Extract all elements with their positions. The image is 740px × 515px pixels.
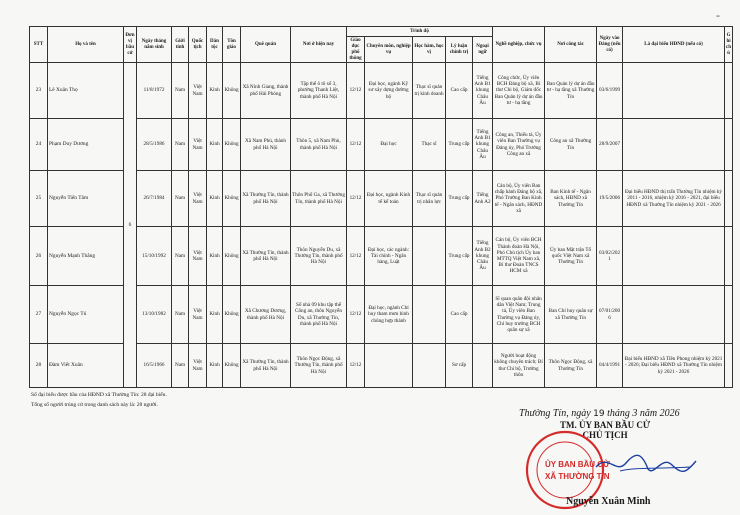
header-hometown: Quê quán xyxy=(241,27,291,63)
cell-politics: Trung cấp xyxy=(446,171,473,227)
cell-hometown: Xã Ninh Giang, thành phố Hải Phòng xyxy=(241,63,291,119)
cell-dob: 28/5/1986 xyxy=(137,119,172,171)
cell-residence: Thôn Nguyễn Du, xã Thường Tín, thành phố Hà Nội xyxy=(291,227,347,286)
cell-religion: Không xyxy=(223,227,241,286)
cell-gender: Nam xyxy=(172,227,189,286)
cell-note xyxy=(725,227,733,286)
cell-name: Nguyễn Mạnh Thắng xyxy=(48,227,124,286)
cell-name: Phạm Duy Dương xyxy=(48,119,124,171)
cell-ethnicity: Kinh xyxy=(207,344,223,388)
table-row xyxy=(30,63,733,119)
signer-name: Nguyễn Xuân Minh xyxy=(566,496,651,507)
cell-specialty: Đại học xyxy=(365,119,413,171)
cell-note xyxy=(725,63,733,119)
cell-dob: 11/8/1972 xyxy=(137,63,172,119)
cell-nationality: Việt Nam xyxy=(189,171,207,227)
cell-delegate xyxy=(623,286,725,344)
cell-party-date: 04/4/1991 xyxy=(597,344,623,388)
cell-stt: 27 xyxy=(30,286,48,344)
cell-ethnicity: Kinh xyxy=(207,286,223,344)
cell-politics: Sơ cấp xyxy=(446,344,473,388)
cell-delegate: Đại biểu HĐND xã Tiền Phong nhiệm kỳ 2021 - 2026; Đại biểu HĐND xã Thường Tín nhiệm kỳ 2021 - 2026 xyxy=(623,344,725,388)
cell-ethnicity: Kinh xyxy=(207,227,223,286)
cell-specialty: Đại học, ngành Chỉ huy tham mưu binh chủng hợp thành xyxy=(365,286,413,344)
cell-general: 12/12 xyxy=(347,171,365,227)
cell-specialty: Đại học, ngành Kỹ sư xây dựng đường bộ xyxy=(365,63,413,119)
cell-name: Lê Xuân Thọ xyxy=(48,63,124,119)
cell-politics: Cao cấp xyxy=(446,63,473,119)
cell-politics: Trung cấp xyxy=(446,227,473,286)
cell-stt: 28 xyxy=(30,344,48,388)
cell-nationality: Việt Nam xyxy=(189,63,207,119)
header-general: Giáo dục phổ thông xyxy=(347,37,365,63)
header-nationality: Quốc tịch xyxy=(189,27,207,63)
cell-note xyxy=(725,344,733,388)
cell-ethnicity: Kinh xyxy=(207,171,223,227)
cell-politics: Trung cấp xyxy=(446,119,473,171)
cell-language: Tiếng Anh B1 khung Châu Âu xyxy=(473,119,493,171)
cell-occupation: Công an, Thiếu tá, Ủy viên Ban Thường vụ Đảng ủy, Phó Trưởng Công an xã xyxy=(493,119,545,171)
cell-party-date: 28/9/2007 xyxy=(597,119,623,171)
header-note: Ghi chú xyxy=(725,27,733,63)
summary-notes xyxy=(31,390,167,410)
cell-note xyxy=(725,119,733,171)
date-prefix: Thường Tín, ngày xyxy=(519,408,594,419)
corner-mark: ‑ xyxy=(716,8,720,22)
cell-nationality: Việt Nam xyxy=(189,227,207,286)
cell-stt: 24 xyxy=(30,119,48,171)
cell-hometown: Xã Chương Dương, thành phố Hà Nội xyxy=(241,286,291,344)
cell-delegate: Đại biểu HĐND thị trấn Thường Tín nhiệm kỳ 2011 - 2016, nhiệm kỳ 2016 - 2021, đại biểu HĐND xã Thường Tín nhiệm kỳ 2021 - 2026 xyxy=(623,171,725,227)
cell-hometown: Xã Thường Tín, thành phố Hà Nội xyxy=(241,227,291,286)
cell-gender: Nam xyxy=(172,286,189,344)
cell-residence: Số nhà 09 khu tập thể Công an, thôn Nguyễn Du, xã Thường Tín, thành phố Hà Nội xyxy=(291,286,347,344)
candidate-table xyxy=(29,26,733,388)
cell-degree xyxy=(413,286,446,344)
cell-religion: Không xyxy=(223,171,241,227)
header-gender: Giới tính xyxy=(172,27,189,63)
cell-general: 12/12 xyxy=(347,344,365,388)
header-unit: Đơn vị bầu cử xyxy=(124,27,137,63)
cell-party-date: 19/5/2006 xyxy=(597,171,623,227)
header-name: Họ và tên xyxy=(48,27,124,63)
header-politics: Lý luận chính trị xyxy=(446,37,473,63)
cell-name: Nguyễn Tiến Tâm xyxy=(48,171,124,227)
cell-language: Tiếng Anh B1 khung Châu Âu xyxy=(473,63,493,119)
header-language: Ngoại ngữ xyxy=(473,37,493,63)
header-degree: Học hàm, học vị xyxy=(413,37,446,63)
cell-language xyxy=(473,344,493,388)
cell-specialty xyxy=(365,344,413,388)
header-workplace: Nơi công tác xyxy=(545,27,597,63)
cell-stt: 23 xyxy=(30,63,48,119)
header-occupation: Nghề nghiệp, chức vụ xyxy=(493,27,545,63)
cell-gender: Nam xyxy=(172,119,189,171)
cell-nationality: Việt Nam xyxy=(189,344,207,388)
cell-residence: Thôn 5, xã Nam Phù, thành phố Hà Nội xyxy=(291,119,347,171)
cell-party-date: 07/01/2006 xyxy=(597,286,623,344)
cell-dob: 15/10/1992 xyxy=(137,227,172,286)
cell-general: 12/12 xyxy=(347,286,365,344)
cell-delegate xyxy=(623,63,725,119)
seal-line-1: ỦY BAN BẦU CỬ xyxy=(545,460,610,469)
cell-nationality: Việt Nam xyxy=(189,119,207,171)
header-stt: STT xyxy=(30,27,48,63)
cell-general: 12/12 xyxy=(347,227,365,286)
cell-general: 12/12 xyxy=(347,119,365,171)
cell-hometown: Xã Thường Tín, thành phố Hà Nội xyxy=(241,344,291,388)
cell-religion: Không xyxy=(223,286,241,344)
cell-residence: Thôn Phố Ga, xã Thường Tín, thành phố Hà Nội xyxy=(291,171,347,227)
cell-hometown: Xã Thường Tín, thành phố Hà Nội xyxy=(241,171,291,227)
cell-occupation: Cán bộ, Ủy viên BCH Thành đoàn Hà Nội, Phó Chủ tịch Ủy ban MTTQ Việt Nam xã, Bí thư Đoàn TNCS HCM xã xyxy=(493,227,545,286)
cell-gender: Nam xyxy=(172,63,189,119)
cell-workplace: Ủy ban Mặt trận Tổ quốc Việt Nam xã Thường Tín xyxy=(545,227,597,286)
cell-nationality: Việt Nam xyxy=(189,286,207,344)
seal-line-2: XÃ THƯỜNG TÍN xyxy=(545,472,610,481)
cell-dob: 26/7/1984 xyxy=(137,171,172,227)
cell-specialty: Đại học, ngành Kinh tế kế toán xyxy=(365,171,413,227)
cell-workplace: Ban Kinh tế - Ngân sách, HĐND xã Thường Tín xyxy=(545,171,597,227)
cell-delegate xyxy=(623,227,725,286)
org-name: TM. ỦY BAN BẦU CỬ xyxy=(560,420,651,430)
cell-gender: Nam xyxy=(172,171,189,227)
header-party-date: Ngày vào Đảng (nếu có) xyxy=(597,27,623,63)
header-ethnicity: Dân tộc xyxy=(207,27,223,63)
cell-party-date: 03/6/1999 xyxy=(597,63,623,119)
cell-workplace: Ban Chỉ huy quân sự xã Thường Tín xyxy=(545,286,597,344)
header-dob: Ngày tháng năm sinh xyxy=(137,27,172,63)
cell-dob: 16/5/1966 xyxy=(137,344,172,388)
cell-occupation: Công chức, Ủy viên BCH Đảng bộ xã, Bí thư Chi bộ, Giám đốc Ban Quản lý dự án đầu tư - hạ tầng xyxy=(493,63,545,119)
cell-religion: Không xyxy=(223,63,241,119)
header-specialty: Chuyên môn, nghiệp vụ xyxy=(365,37,413,63)
header-religion: Tôn giáo xyxy=(223,27,241,63)
cell-residence: Tập thể ô tô số 3, phường Thanh Liệt, thành phố Hà Nội xyxy=(291,63,347,119)
cell-degree xyxy=(413,227,446,286)
cell-stt: 25 xyxy=(30,171,48,227)
handwritten-signature xyxy=(590,445,700,485)
cell-general: 12/12 xyxy=(347,63,365,119)
cell-dob: 13/10/1982 xyxy=(137,286,172,344)
cell-gender: Nam xyxy=(172,344,189,388)
cell-language xyxy=(473,286,493,344)
cell-delegate xyxy=(623,119,725,171)
cell-stt: 26 xyxy=(30,227,48,286)
cell-hometown: Xã Nam Phù, thành phố Hà Nội xyxy=(241,119,291,171)
date-suffix: tháng 3 năm 2026 xyxy=(604,408,680,419)
cell-name: Nguyễn Ngọc Tú xyxy=(48,286,124,344)
cell-specialty: Đại học, các ngành: Tài chính - Ngân hàng, Luật xyxy=(365,227,413,286)
chair-title: CHỦ TỊCH xyxy=(582,430,628,440)
cell-ethnicity: Kinh xyxy=(207,119,223,171)
cell-note xyxy=(725,171,733,227)
cell-religion: Không xyxy=(223,344,241,388)
cell-degree: Thạc sĩ quản trị kinh doanh xyxy=(413,63,446,119)
cell-language: Tiếng Anh B2 khung Châu Âu xyxy=(473,227,493,286)
cell-workplace: Thôn Ngọc Động, xã Thường Tín xyxy=(545,344,597,388)
header-delegate: Là đại biểu HĐND (nếu có) xyxy=(623,27,725,63)
date-day: 19 xyxy=(593,409,605,419)
cell-unit: 6 xyxy=(124,63,137,388)
cell-religion: Không xyxy=(223,119,241,171)
cell-residence: Thôn Ngọc Động, xã Thường Tín, thành phố Hà Nội xyxy=(291,344,347,388)
header-education-group: Trình độ xyxy=(347,27,493,37)
note-line-seats: Số đại biểu được bầu của HĐND xã Thường Tín: 28 đại biểu. xyxy=(31,392,167,398)
cell-note xyxy=(725,286,733,344)
header-residence: Nơi ở hiện nay xyxy=(291,27,347,63)
cell-degree xyxy=(413,344,446,388)
cell-workplace: Ban Quản lý dự án đầu tư - hạ tầng xã Thường Tín xyxy=(545,63,597,119)
table-header-row xyxy=(30,27,733,37)
cell-occupation: Người hoạt động không chuyên trách; Bí thư Chi bộ, Trưởng thôn xyxy=(493,344,545,388)
cell-workplace: Công an xã Thường Tín xyxy=(545,119,597,171)
cell-occupation: Cán bộ, Ủy viên Ban chấp hành Đảng bộ xã, Phó Trưởng Ban Kinh tế - Ngân sách, HĐND xã xyxy=(493,171,545,227)
cell-degree: Thạc sĩ quản trị nhân lực xyxy=(413,171,446,227)
signing-date xyxy=(519,408,680,419)
cell-degree: Thạc sĩ xyxy=(413,119,446,171)
cell-party-date: 03/02/2021 xyxy=(597,227,623,286)
note-line-elected: Tổng số người trúng cử trong danh sách này là: 28 người. xyxy=(31,402,158,408)
cell-language: Tiếng Anh A2 xyxy=(473,171,493,227)
cell-politics: Cao cấp xyxy=(446,286,473,344)
cell-ethnicity: Kinh xyxy=(207,63,223,119)
cell-name: Đàm Viết Xuân xyxy=(48,344,124,388)
cell-occupation: Sĩ quan quân đội nhân dân Việt Nam; Trung tá, Ủy viên Ban Thường vụ Đảng ủy, Chỉ huy trưởng BCH quân sự xã xyxy=(493,286,545,344)
